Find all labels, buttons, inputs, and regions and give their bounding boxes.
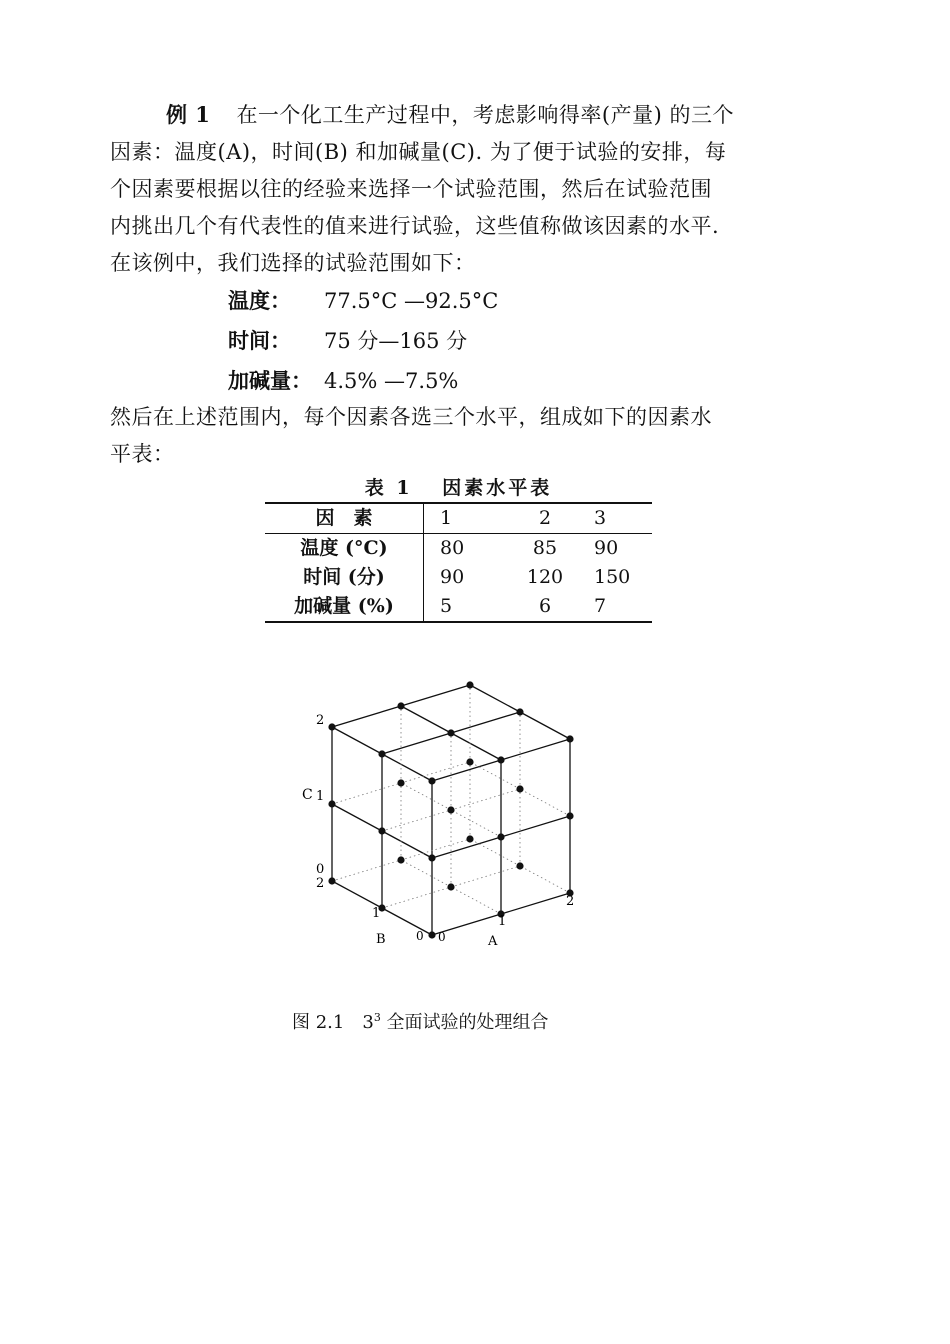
cube-edge [382,831,432,858]
treatment-point [447,806,454,813]
b-tick-0: 0 [416,929,424,943]
cube-edge [451,733,501,760]
example-label: 例 1 [166,102,211,127]
treatment-point [497,756,504,763]
table-title: 因素水平表 [442,477,553,499]
cube-edge [470,685,520,712]
factor-level-table [265,502,652,623]
row-cell: 90 [440,566,465,588]
row-cell: 7 [590,592,652,622]
row-cell: 90 [594,537,619,559]
cube-hidden-edge [451,887,501,914]
cube-edge [451,712,520,733]
treatment-point [428,931,435,938]
cube-edge [501,739,570,760]
row-cell: 120 [526,566,564,588]
treatment-point [328,723,335,730]
row-factor: 时间 (分) [265,563,424,592]
table-row [265,563,652,592]
cube-edge [501,816,570,837]
table-caption [265,474,652,502]
paragraph-line-5: 在该例中，我们选择的试验范围如下： [110,251,476,275]
paragraph-line-1: 例 1 在一个化工生产过程中，考虑影响得率(产量) 的三个 [166,102,734,127]
axis-a-label: A [488,934,498,949]
row-cell: 150 [594,566,631,588]
header-level-1: 1 [424,503,501,534]
row-cell: 85 [532,537,558,559]
a-tick-1: 1 [498,914,507,929]
range-alkali: 加碱量： 4.5% —7.5% [228,368,459,393]
cube-hidden-edge [470,839,520,866]
cube-edge [332,706,401,727]
row-factor: 温度 (°C) [265,534,424,564]
cube-hidden-edge [520,789,570,816]
cube-edge [501,893,570,914]
factor-level-table-block [265,474,652,623]
b-tick-2: 2 [316,876,325,891]
cube-edge [401,706,451,733]
row-cell: 80 [440,537,465,559]
row-cell: 6 [500,592,590,622]
treatment-point [566,735,573,742]
treatment-point [516,862,523,869]
treatment-point [328,800,335,807]
cube-edge [401,685,470,706]
followup-paragraph [110,399,810,473]
table-number: 表 1 [364,477,413,499]
treatment-point [397,779,404,786]
range-temperature: 温度： 77.5°C —92.5°C [228,288,499,313]
treatment-point [397,856,404,863]
treatment-point [516,785,523,792]
range-list [228,281,498,401]
cube-edge [520,712,570,739]
axis-c-label: C [302,787,313,803]
cube-hidden-edge [451,789,520,810]
treatment-point [516,708,523,715]
treatment-point [466,758,473,765]
treatment-point [428,854,435,861]
paragraph-line-2: 因素：温度(A)，时间(B) 和加碱量(C). 为了便于试验的安排，每 [110,140,727,164]
treatment-point [497,833,504,840]
cube-hidden-edge [401,860,451,887]
treatment-point [397,702,404,709]
paragraph-line-3: 个因素要根据以往的经验来选择一个试验范围，然后在试验范围 [110,177,712,201]
treatment-point [328,877,335,884]
example-paragraph [110,96,810,282]
c-tick-0: 0 [316,862,325,877]
cube-hidden-edge [401,783,451,810]
row-cell: 5 [424,592,501,622]
table-row [265,592,652,622]
treatment-point [466,681,473,688]
paragraph-line-4: 内挑出几个有代表性的值来进行试验，这些值称做该因素的水平. [110,214,720,238]
followup-line-1: 然后在上述范围内，每个因素各选三个水平，组成如下的因素水 [110,405,712,429]
treatment-point [447,883,454,890]
cube-edge [382,733,451,754]
cube-edge [382,908,432,935]
followup-line-2: 平表： [110,442,175,466]
cube-diagram [290,665,610,955]
a-tick-0: 0 [438,930,446,944]
range-time: 时间： 75 分—165 分 [228,328,468,353]
header-level-3: 3 [590,503,652,534]
c-tick-1: 1 [316,789,325,804]
cube-hidden-edge [332,783,401,804]
treatment-point [447,729,454,736]
cube-dots [328,681,573,938]
cube-edge [332,727,382,754]
cube-edge [332,804,382,831]
treatment-point [566,812,573,819]
cube-hidden-edge [451,866,520,887]
cube-hidden-edge [382,887,451,908]
header-factor: 因 素 [265,503,424,534]
cube-edge [332,881,382,908]
figure-caption: 图 2.1 $3^3$ 全面试验的处理组合 [292,1011,549,1033]
c-tick-2: 2 [316,713,325,728]
a-tick-2: 2 [566,894,575,909]
treatment-point [378,750,385,757]
table-row [265,534,652,564]
cube-hidden-edge [332,860,401,881]
cube-edge [382,754,432,781]
cube-hidden-edge [382,810,451,831]
cube-hidden-edge [470,762,520,789]
b-tick-1: 1 [372,906,381,921]
treatment-point [378,827,385,834]
table-header-row [265,503,652,534]
treatment-point [466,835,473,842]
axis-b-label: B [376,932,386,947]
cube-hidden-edge [520,866,570,893]
treatment-point [428,777,435,784]
cube-hidden-edge [451,810,501,837]
row-factor: 加碱量 (%) [265,592,424,622]
header-level-2: 2 [500,503,590,534]
